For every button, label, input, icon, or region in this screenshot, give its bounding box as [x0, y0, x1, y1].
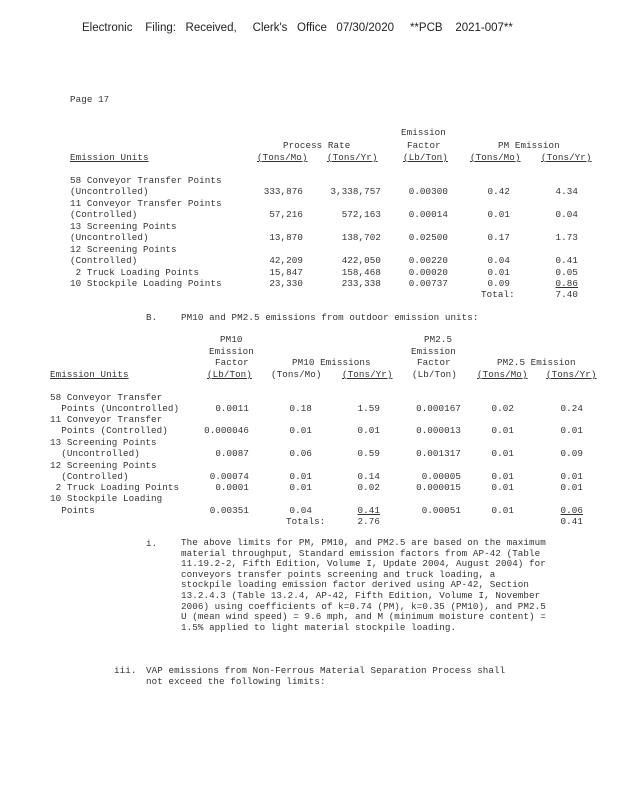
t2-cell: 0.000015 [416, 482, 461, 493]
t2-cell: 0.001317 [416, 448, 461, 459]
t1-cell: 0.04 [555, 209, 578, 220]
t2-pm25-ef-h2: Emission [411, 346, 456, 357]
t2-cell: 0.24 [560, 403, 583, 414]
note-iii-line1: VAP emissions from Non-Ferrous Material Separation Process shall [146, 665, 506, 676]
t2-cell: 0.01 [491, 425, 514, 436]
t1-cell: 572,163 [341, 209, 381, 220]
t1-cell: 333,876 [263, 186, 303, 197]
t2-cell: 0.01 [289, 482, 312, 493]
t2-cell: 0.14 [357, 471, 380, 482]
t1-cell: 0.09 [487, 278, 510, 289]
t2-row-label: 2 Truck Loading Points [50, 482, 180, 493]
t2-cell: 0.0001 [215, 482, 249, 493]
t1-row-sublabel: (Uncontrolled) [70, 186, 149, 197]
note-i-text: The above limits for PM, PM10, and PM2.5 are based on the maximum material throughput, Standard emission factors from AP-42 (Table 11.19.2-2, Fifth Edition, Volume I, Update 2004, August 2004) for conveyors transfer points screening and truck loading, a stockpile loading emission factor derived using AP-42, Section 13.2.4.3 (Table 13.2.4, AP-42, Fifth Edition, Volume I, November 2006) using coefficients of k=0.74 (PM), k=0.35 (PM10), and PM2.5 U (mean wind speed) = 9.6 mph, and M (minimum moisture content) = 1.5% applied to light material stockpile loading. [181, 537, 546, 633]
t1-cell: 0.41 [555, 255, 578, 266]
t1-row-label: 13 Screening Points [70, 221, 177, 232]
t1-row-sublabel: (Controlled) [70, 255, 138, 266]
t2-row-label: 13 Screening Points [50, 437, 157, 448]
t1-cell: 233,338 [341, 278, 381, 289]
t2-row-sublabel: (Controlled) [50, 471, 129, 482]
t1-cell: 4.34 [555, 186, 578, 197]
t2-cell: 0.01 [491, 448, 514, 459]
t1-total-label: Total: [481, 289, 515, 300]
t2-totals-label: Totals: [286, 516, 326, 527]
note-i-marker: i. [146, 538, 158, 549]
t2-pm10-ef-h4: (Lb/Ton) [207, 369, 252, 380]
t2-row-sublabel: Points (Controlled) [50, 425, 168, 436]
t1-tons-yr-h: (Tons/Yr) [327, 152, 378, 163]
t2-cell: 1.59 [357, 403, 380, 414]
t2-cell: 0.06 [560, 505, 583, 516]
t1-cell: 0.42 [487, 186, 510, 197]
t2-cell: 0.01 [491, 471, 514, 482]
t2-cell: 0.000167 [416, 403, 461, 414]
t1-cell: 0.00014 [408, 209, 448, 220]
t1-process-rate-h: Process Rate [283, 140, 351, 151]
t1-cell: 0.02500 [408, 232, 448, 243]
t1-cell: 1.73 [555, 232, 578, 243]
t2-row-label: 11 Conveyor Transfer [50, 414, 163, 425]
t2-total-pm10: 2.76 [357, 516, 380, 527]
t1-pm-mo-h: (Tons/Mo) [470, 152, 521, 163]
t1-cell: 57,216 [269, 209, 303, 220]
t2-cell: 0.00005 [421, 471, 461, 482]
t2-pm25-ef-h3: Factor [417, 357, 451, 368]
t2-cell: 0.0087 [215, 448, 249, 459]
t2-cell: 0.0011 [215, 403, 249, 414]
t1-cell: 0.17 [487, 232, 510, 243]
t1-row-label: 12 Screening Points [70, 244, 177, 255]
t2-pm25-yr-h: (Tons/Yr) [546, 369, 597, 380]
t1-row-sublabel: (Controlled) [70, 209, 138, 220]
t2-cell: 0.06 [289, 448, 312, 459]
t1-cell: 0.00020 [408, 267, 448, 278]
t2-row-sublabel: Points [50, 505, 95, 516]
t2-cell: 0.02 [491, 403, 514, 414]
t1-tons-mo-h: (Tons/Mo) [257, 152, 308, 163]
t1-cell: 0.01 [487, 209, 510, 220]
t2-tons-yr-h: (Tons/Yr) [342, 369, 393, 380]
t2-cell: 0.000046 [204, 425, 249, 436]
t2-pm10-ef-h3: Factor [215, 357, 249, 368]
t2-row-label: 12 Screening Points [50, 460, 157, 471]
t2-cell: 0.59 [357, 448, 380, 459]
t1-cell: 158,468 [341, 267, 381, 278]
t1-cell: 422,050 [341, 255, 381, 266]
page-label: Page 17 [70, 94, 110, 105]
t2-cell: 0.09 [560, 448, 583, 459]
t1-row-label: 11 Conveyor Transfer Points [70, 198, 222, 209]
t2-cell: 0.41 [357, 505, 380, 516]
note-iii-marker: iii. [114, 665, 137, 676]
t2-cell: 0.00074 [209, 471, 249, 482]
t2-tons-mo-h: (Tons/Mo) [271, 369, 322, 380]
t2-cell: 0.01 [289, 471, 312, 482]
t1-ef-h3: (Lb/Ton) [403, 152, 448, 163]
t2-cell: 0.01 [560, 425, 583, 436]
t2-units-h: Emission Units [50, 369, 129, 380]
t2-cell: 0.04 [289, 505, 312, 516]
t1-pm-h: PM Emission [498, 140, 560, 151]
t2-cell: 0.01 [357, 425, 380, 436]
t1-cell: 138,702 [341, 232, 381, 243]
t2-row-sublabel: Points (Uncontrolled) [50, 403, 180, 414]
t2-row-label: 10 Stockpile Loading [50, 493, 163, 504]
t1-units-h: Emission Units [70, 152, 149, 163]
section-b-marker: B. [146, 312, 158, 323]
t2-pm10-em-h: PM10 Emissions [292, 357, 371, 368]
filing-header: Electronic Filing: Received, Clerk's Office 07/30/2020 **PCB 2021-007** [82, 22, 513, 34]
t2-row-label: 58 Conveyor Transfer [50, 392, 163, 403]
t1-cell: 0.01 [487, 267, 510, 278]
t1-cell: 42,209 [269, 255, 303, 266]
t1-cell: 0.86 [555, 278, 578, 289]
t1-row-label: 2 Truck Loading Points [70, 267, 200, 278]
t2-pm25-em-h: PM2.5 Emission [497, 357, 576, 368]
t1-cell: 3,338,757 [330, 186, 381, 197]
t2-cell: 0.01 [289, 425, 312, 436]
t1-ef-h2: Factor [407, 140, 441, 151]
t2-cell: 0.02 [357, 482, 380, 493]
t1-cell: 23,330 [269, 278, 303, 289]
t1-pm-yr-h: (Tons/Yr) [541, 152, 592, 163]
t2-cell: 0.18 [289, 403, 312, 414]
t2-cell: 0.00051 [421, 505, 461, 516]
t1-cell: 0.00300 [408, 186, 448, 197]
t1-row-label: 58 Conveyor Transfer Points [70, 175, 222, 186]
section-b-text: PM10 and PM2.5 emissions from outdoor emission units: [181, 312, 479, 323]
note-iii-line2: not exceed the following limits: [146, 676, 326, 687]
t1-cell: 0.00737 [408, 278, 448, 289]
t2-pm25-mo-h: (Tons/Mo) [477, 369, 528, 380]
t1-row-label: 10 Stockpile Loading Points [70, 278, 222, 289]
t2-cell: 0.01 [491, 482, 514, 493]
t1-total-value: 7.40 [555, 289, 578, 300]
t1-cell: 0.00220 [408, 255, 448, 266]
t2-pm10-ef-h1: PM10 [220, 334, 243, 345]
t2-cell: 0.00351 [209, 505, 249, 516]
t1-ef-h1: Emission [401, 127, 446, 138]
t2-cell: 0.01 [560, 471, 583, 482]
t2-cell: 0.01 [560, 482, 583, 493]
t1-cell: 13,870 [269, 232, 303, 243]
t2-pm10-ef-h2: Emission [209, 346, 254, 357]
t1-cell: 15,847 [269, 267, 303, 278]
t2-total-pm25: 0.41 [560, 516, 583, 527]
t2-row-sublabel: (Uncontrolled) [50, 448, 140, 459]
t1-cell: 0.04 [487, 255, 510, 266]
t1-row-sublabel: (Uncontrolled) [70, 232, 149, 243]
t2-pm25-ef-h4: (Lb/Ton) [412, 369, 457, 380]
t2-pm25-ef-h1: PM2.5 [424, 334, 453, 345]
t2-cell: 0.01 [491, 505, 514, 516]
t2-cell: 0.000013 [416, 425, 461, 436]
t1-cell: 0.05 [555, 267, 578, 278]
